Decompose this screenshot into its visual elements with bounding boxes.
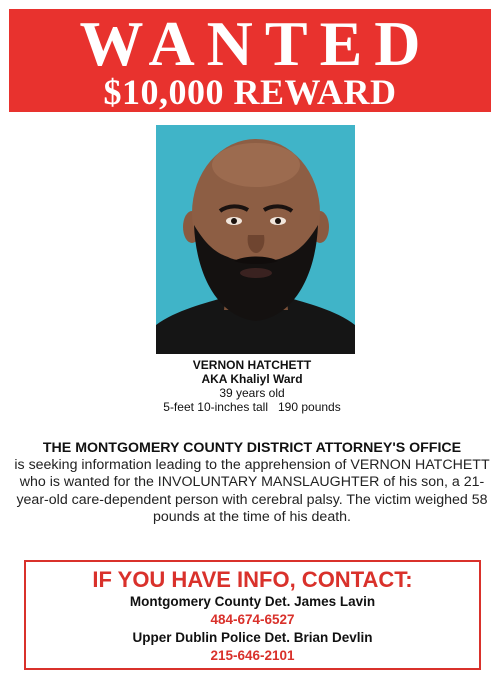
suspect-height: 5-feet 10-inches tall <box>163 400 268 414</box>
agency-name: THE MONTGOMERY COUNTY DISTRICT ATTORNEY'S OFFICE <box>42 440 462 456</box>
suspect-photo <box>156 125 355 354</box>
contact-1-phone[interactable]: 484-674-6527 <box>210 612 295 627</box>
case-description <box>10 440 494 526</box>
wanted-title: WANTED <box>79 8 433 79</box>
contact-heading: IF YOU HAVE INFO, CONTACT: <box>92 567 413 592</box>
contact-2-phone[interactable]: 215-646-2101 <box>210 648 295 663</box>
contact-2-name: Upper Dublin Police Det. Brian Devlin <box>132 630 373 645</box>
contact-box <box>24 560 481 670</box>
suspect-alias: AKA Khaliyl Ward <box>201 372 303 386</box>
suspect-stats <box>0 401 504 414</box>
case-details: is seeking information leading to the apprehension of VERNON HATCHETT who is wanted for the INVOLUNTARY MANSLAUGHTER of his son, a 21-year-old care-dependent person with cerebral palsy. The victim weighed 58 pounds at the time of his death. <box>14 457 490 525</box>
suspect-weight: 190 pounds <box>278 400 341 414</box>
suspect-name: VERNON HATCHETT <box>192 358 312 372</box>
wanted-banner <box>9 9 491 112</box>
suspect-photo-illustration <box>156 125 355 354</box>
contact-1-name: Montgomery County Det. James Lavin <box>129 594 376 609</box>
suspect-age: 39 years old <box>219 386 285 400</box>
reward-amount: $10,000 REWARD <box>103 72 397 112</box>
